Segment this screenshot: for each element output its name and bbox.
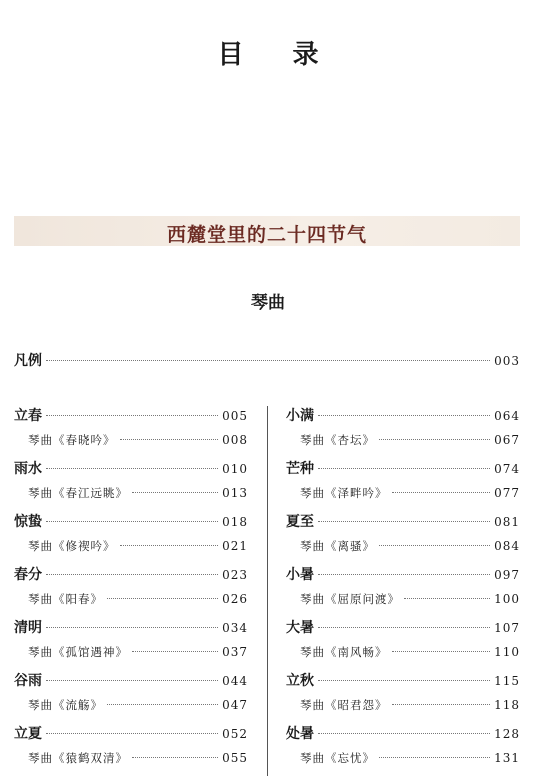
toc-subentry[interactable] xyxy=(300,538,520,558)
toc-subentry[interactable] xyxy=(28,432,248,452)
toc-page-number: 034 xyxy=(222,621,248,635)
toc-entry-label: 小满 xyxy=(286,408,314,424)
toc-entry[interactable] xyxy=(286,617,520,637)
toc-entry[interactable] xyxy=(14,670,248,690)
toc-page-number: 118 xyxy=(494,697,520,712)
toc-entry-label: 立夏 xyxy=(14,726,42,742)
toc-entry-label: 清明 xyxy=(14,620,42,636)
toc-entry-label: 琴曲《修禊吟》 xyxy=(28,538,116,553)
leader-dots xyxy=(392,704,491,705)
leader-dots xyxy=(318,415,490,416)
toc-entry[interactable] xyxy=(286,564,520,584)
toc-page-number: 064 xyxy=(494,409,520,423)
toc-subentry[interactable] xyxy=(300,750,520,770)
toc-page-number: 077 xyxy=(494,485,520,500)
toc-subentry[interactable] xyxy=(300,485,520,505)
leader-dots xyxy=(120,439,219,440)
toc-entry-label: 春分 xyxy=(14,567,42,583)
leader-dots xyxy=(46,360,490,361)
toc-entry-label: 琴曲《昭君怨》 xyxy=(300,697,388,712)
leader-dots xyxy=(107,704,218,705)
leader-dots xyxy=(318,521,490,522)
toc-page-number: 128 xyxy=(494,727,520,741)
toc-entry[interactable] xyxy=(14,564,248,584)
leader-dots xyxy=(318,733,490,734)
toc-subentry[interactable] xyxy=(300,644,520,664)
page-title: 目 录 xyxy=(217,40,339,70)
leader-dots xyxy=(120,545,219,546)
toc-page-number: 052 xyxy=(222,727,248,741)
toc-entry-label: 立秋 xyxy=(286,673,314,689)
toc-subentry[interactable] xyxy=(300,697,520,717)
toc-subentry[interactable] xyxy=(28,485,248,505)
toc-subentry[interactable] xyxy=(300,591,520,611)
toc-entry[interactable] xyxy=(14,458,248,478)
toc-entry-label: 琴曲《阳春》 xyxy=(28,591,103,606)
toc-entry[interactable] xyxy=(286,405,520,425)
toc-subentry[interactable] xyxy=(28,750,248,770)
toc-page-number: 067 xyxy=(494,432,520,447)
toc-page-number: 026 xyxy=(222,591,248,606)
book-title-banner xyxy=(14,216,520,246)
toc-page-number: 013 xyxy=(222,485,248,500)
leader-dots xyxy=(392,492,491,493)
toc-entry-label: 琴曲《泽畔吟》 xyxy=(300,485,388,500)
toc-entry-label: 处暑 xyxy=(286,726,314,742)
toc-entry-label: 琴曲《杏坛》 xyxy=(300,432,375,447)
toc-subentry[interactable] xyxy=(28,538,248,558)
toc-subentry[interactable] xyxy=(300,432,520,452)
toc-entry-label: 谷雨 xyxy=(14,673,42,689)
toc-page-number: 107 xyxy=(494,621,520,635)
leader-dots xyxy=(379,757,490,758)
toc-page-number: 100 xyxy=(494,591,520,606)
toc-page-number: 010 xyxy=(222,462,248,476)
toc-entry[interactable] xyxy=(286,458,520,478)
leader-dots xyxy=(46,574,218,575)
leader-dots xyxy=(379,439,490,440)
toc-entry[interactable] xyxy=(286,723,520,743)
toc-entry-label: 琴曲《离骚》 xyxy=(300,538,375,553)
leader-dots xyxy=(318,627,490,628)
toc-entry-label: 琴曲《屈原问渡》 xyxy=(300,591,400,606)
toc-page-number: 084 xyxy=(494,538,520,553)
toc-entry-label: 琴曲《忘忧》 xyxy=(300,750,375,765)
leader-dots xyxy=(46,680,218,681)
toc-page-number: 003 xyxy=(494,354,520,368)
toc-entry-intro[interactable] xyxy=(14,350,520,370)
toc-subentry[interactable] xyxy=(28,591,248,611)
toc-entry-label: 琴曲《南风畅》 xyxy=(300,644,388,659)
toc-subentry[interactable] xyxy=(28,697,248,717)
toc-entry[interactable] xyxy=(286,511,520,531)
leader-dots xyxy=(392,651,491,652)
toc-page-number: 110 xyxy=(494,644,520,659)
toc-page-number: 021 xyxy=(222,538,248,553)
leader-dots xyxy=(318,468,490,469)
leader-dots xyxy=(132,492,218,493)
toc-page-number: 081 xyxy=(494,515,520,529)
toc-entry-label: 琴曲《春晓吟》 xyxy=(28,432,116,447)
leader-dots xyxy=(132,757,218,758)
toc-entry[interactable] xyxy=(286,670,520,690)
leader-dots xyxy=(107,598,218,599)
toc-entry[interactable] xyxy=(14,405,248,425)
toc-entry-label: 大暑 xyxy=(286,620,314,636)
toc-entry-label: 惊蛰 xyxy=(14,514,42,530)
toc-page-number: 037 xyxy=(222,644,248,659)
leader-dots xyxy=(318,574,490,575)
toc-entry-label: 琴曲《流觞》 xyxy=(28,697,103,712)
leader-dots xyxy=(379,545,490,546)
toc-page-number: 097 xyxy=(494,568,520,582)
toc-entry-label: 琴曲《春江远眺》 xyxy=(28,485,128,500)
book-title: 西麓堂里的二十四节气 xyxy=(166,224,367,246)
leader-dots xyxy=(46,733,218,734)
toc-entry-label: 琴曲《孤馆遇神》 xyxy=(28,644,128,659)
toc-page-number: 074 xyxy=(494,462,520,476)
section-title: 琴曲 xyxy=(251,293,285,313)
leader-dots xyxy=(318,680,490,681)
toc-entry[interactable] xyxy=(14,617,248,637)
toc-entry[interactable] xyxy=(14,723,248,743)
leader-dots xyxy=(404,598,490,599)
toc-entry[interactable] xyxy=(14,511,248,531)
toc-page-number: 023 xyxy=(222,568,248,582)
toc-page-number: 008 xyxy=(222,432,248,447)
toc-entry-label: 雨水 xyxy=(14,461,42,477)
toc-page-number: 005 xyxy=(222,409,248,423)
leader-dots xyxy=(46,415,218,416)
toc-entry-label: 小暑 xyxy=(286,567,314,583)
toc-page-number: 018 xyxy=(222,515,248,529)
toc-page-number: 131 xyxy=(494,750,520,765)
toc-subentry[interactable] xyxy=(28,644,248,664)
toc-entry-label: 芒种 xyxy=(286,461,314,477)
toc-page-number: 047 xyxy=(222,697,248,712)
toc-entry-label: 夏至 xyxy=(286,514,314,530)
toc-entry-label: 凡例 xyxy=(14,353,42,369)
toc-page-number: 115 xyxy=(494,674,520,688)
leader-dots xyxy=(46,521,218,522)
leader-dots xyxy=(46,627,218,628)
toc-page-number: 055 xyxy=(222,750,248,765)
column-divider xyxy=(267,406,268,776)
leader-dots xyxy=(46,468,218,469)
toc-entry-label: 立春 xyxy=(14,408,42,424)
leader-dots xyxy=(132,651,218,652)
toc-page-number: 044 xyxy=(222,674,248,688)
toc-entry-label: 琴曲《猿鹤双清》 xyxy=(28,750,128,765)
